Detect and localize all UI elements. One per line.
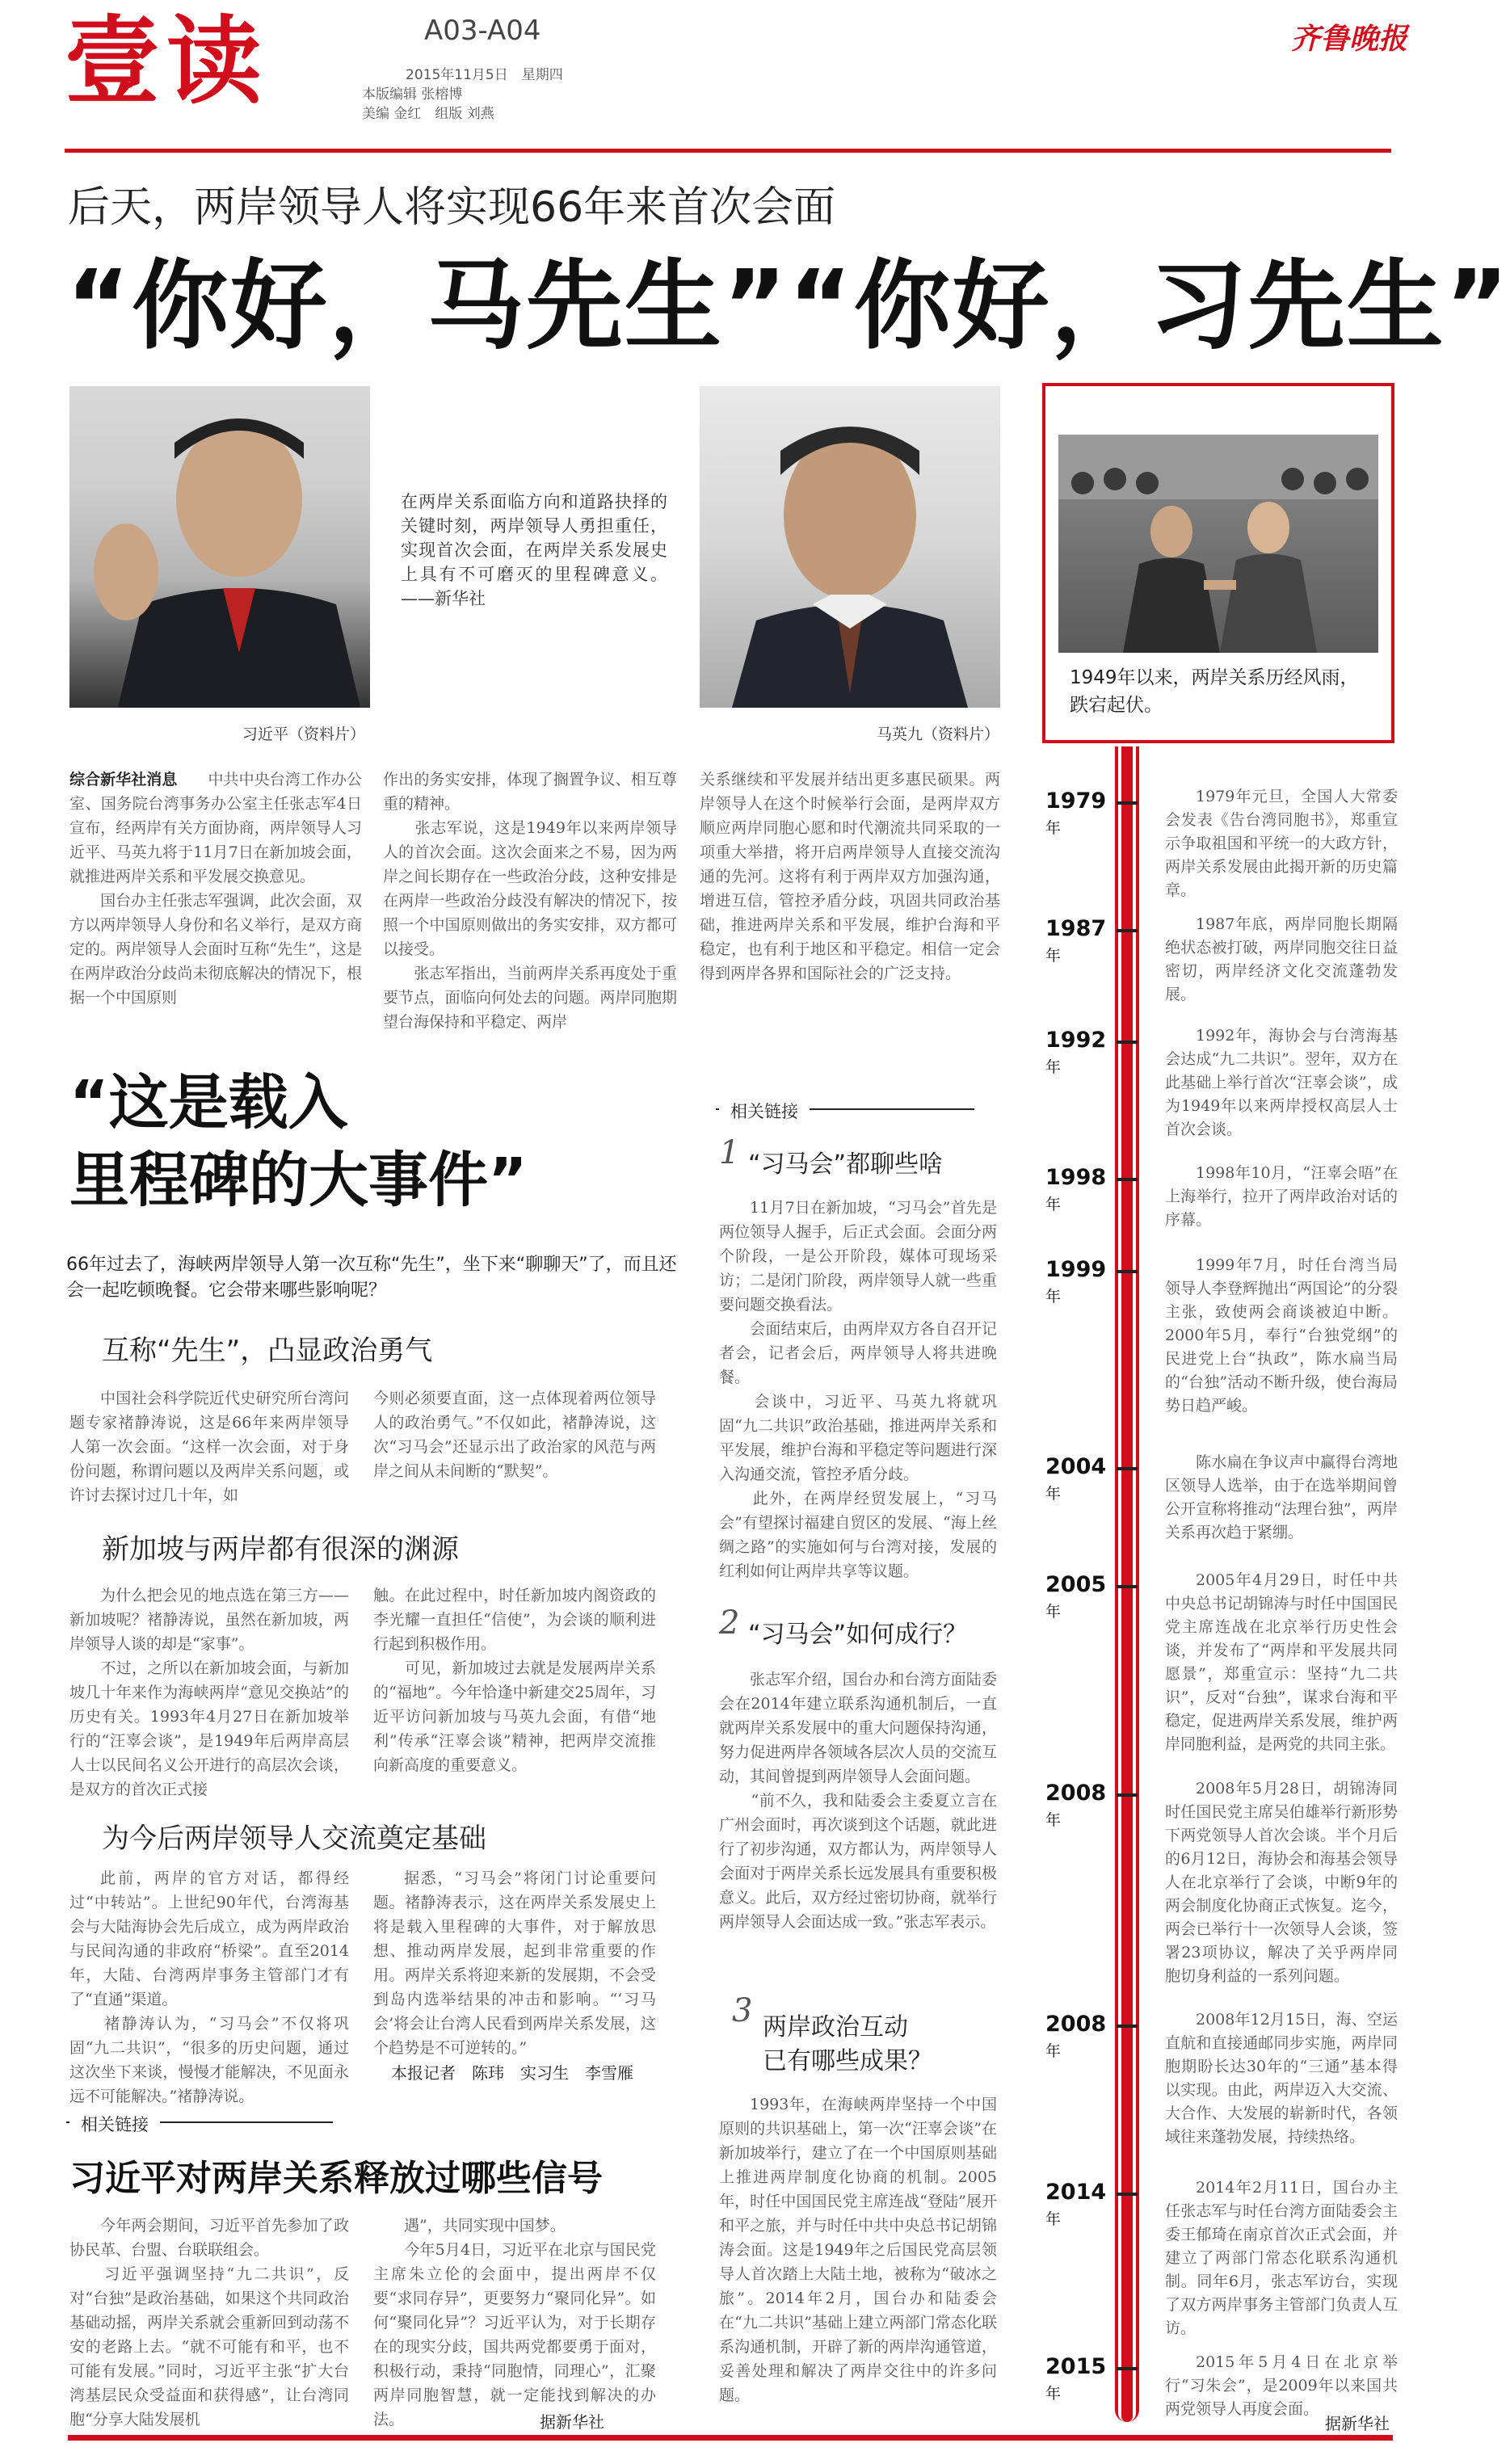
timeline-year	[1045, 1454, 1118, 1504]
timeline-year-number: 1998	[1045, 1165, 1107, 1190]
question-3-title-line1: 两岸政治互动	[763, 2013, 908, 2041]
xi-photo-caption: 习近平（资料片）	[242, 725, 366, 743]
history-handshake-photo	[1058, 435, 1378, 653]
timeline-tick	[1117, 2025, 1138, 2028]
timeline-year	[1045, 2180, 1118, 2230]
related-link-1-label: 相关链接	[69, 2112, 160, 2136]
milestone-s3-col2: 据悉，“习马会”将闭门讨论重要问题。褚静涛表示，这在两岸关系发展史上将是载入里程碑的大事件，对于解放思想、推动两岸发展，起到非常重要的作用。两岸关系将迎来新的发展期，不会受到岛内选举结果的冲击和影响。“‘习马会’将会让台湾人民看到两岸关系发展，这个趋势是不可逆转的。”	[373, 1869, 656, 2057]
question-2-number: 2	[719, 1604, 740, 1642]
milestone-s1-col2: 今则必须要直面，这一点体现着两位领导人的政治勇气。”不仅如此，褚静涛说，这次“习马会”还显示出了政治家的风范与两岸之间从未间断的“默契”。	[373, 1390, 656, 1480]
milestone-subhead-1: 互称“先生”，凸显政治勇气	[102, 1335, 433, 1367]
timeline-year-number: 2014	[1045, 2180, 1107, 2205]
issue-date: 2015年11月5日 星期四	[406, 67, 563, 83]
timeline-event-text: 2014年2月11日，国台办主任张志军与时任台湾方面陆委会主委王郁琦在南京首次正式会面，并建立了两部门常态化联系沟通机制。同年6月，张志军访台，实现了双方两岸事务主管部门负责人互访。	[1165, 2179, 1398, 2337]
timeline-year	[1045, 1572, 1118, 1622]
timeline-event-text: 2015年5月4日在北京举行“习朱会”，是2009年以来国共两党领导人再度会面。	[1165, 2353, 1398, 2418]
timeline-year-number: 1992	[1045, 1028, 1107, 1053]
timeline-year-unit: 年	[1045, 2210, 1062, 2228]
main-headline: “你好，马先生”“你好，习先生”	[66, 250, 1510, 363]
timeline-year-number: 2015	[1045, 2354, 1107, 2379]
question-3-number: 3	[732, 1992, 753, 2029]
lead-col1-text: 中共中央台湾工作办公室、国务院台湾事务办公室主任张志军4日宣布，经两岸有关方面协商，两岸领导人习近平、马英九将于11月7日在新加坡会面，就推进两岸关系和平发展交换意见。 国台办主任张志军强调，此次会面，双方以两岸领导人身份和名义举行，是双方商定的。两岸领导人会面时互称“先生”，这是在两岸政治分歧尚未彻底解决的情况下，根据一个中国原则	[69, 771, 362, 1007]
timeline-tick	[1117, 1467, 1138, 1470]
timeline-event-text: 2008年12月15日，海、空运直航和直接通邮同步实施，两岸同胞期盼长达30年的“三通”基本得以实现。由此，两岸迈入大交流、大合作、大发展的崭新时代，各领域往来蓬勃发展，持续热络。	[1165, 2011, 1398, 2146]
question-2-answer: 张志军介绍，国台办和台湾方面陆委会在2014年建立联系沟通机制后，一直就两岸关系发展中的重大问题保持沟通，努力促进两岸各领域各层次人员的交流互动，其间曾提到两岸领导人会面问题。 “前不久，我和陆委会主委夏立言在广州会面时，再次谈到这个话题，就此进行了初步沟通，双方都认为，两岸领导人会面对于两岸关系长远发展具有重要积极意义。此后，双方经过密切协商，就举行两岸领导人会面达成一致。”张志军表示。	[719, 1671, 997, 1931]
timeline-year-unit: 年	[1045, 947, 1062, 965]
timeline-tick	[1117, 1178, 1138, 1181]
timeline-event-text: 陈水扁在争议声中赢得台湾地区领导人选举，由于在选举期间曾公开宣称将推动“法理台独”，两岸关系再次趋于紧绷。	[1165, 1453, 1398, 1541]
question-1-answer: 11月7日在新加坡，“习马会”首先是两位领导人握手，后正式会面。会面分两个阶段，一是公开阶段，媒体可现场采访；二是闭门阶段，两岸领导人就一些重要问题交换看法。 会面结束后，由两岸双方各自召开记者会，记者会后，两岸领导人将共进晚餐。 会谈中，习近平、马英九将就巩固“九二共识”政治基础，推进两岸关系和平发展，维护台海和平稳定等问题进行深入沟通交流，管控矛盾分歧。 此外，在两岸经贸发展上，“习马会”有望探讨福建自贸区的发展、“海上丝绸之路”的实施如何与台湾对接，发展的红利如何让两岸共享等议题。	[719, 1199, 997, 1580]
milestone-subhead-2: 新加坡与两岸都有很深的渊源	[102, 1533, 459, 1566]
timeline-tick	[1117, 929, 1138, 932]
history-photo-frame	[1042, 383, 1394, 743]
related-link-1-col2: 遇”，共同实现中国梦。 今年5月4日，习近平在北京与国民党主席朱立伦的会面中，提出两岸不仅要“求同存异”，更要努力“聚同化异”。如何“聚同化异”？习近平认为，对于长期存在的现实分歧，国共两党都要勇于面对，积极行动，秉持“同胞情，同理心”，汇聚两岸同胞智慧，就一定能找到解决的办法。	[373, 2217, 656, 2428]
timeline-year-unit: 年	[1045, 1196, 1062, 1213]
timeline-tick	[1117, 2367, 1138, 2370]
milestone-headline-line1: “这是载入	[69, 1068, 348, 1137]
timeline-tick	[1117, 1793, 1138, 1797]
pull-quote: 在两岸关系面临方向和道路抉择的关键时刻，两岸领导人勇担重任，实现首次会面，在两岸关系发展史上具有不可磨灭的里程碑意义。——新华社	[401, 492, 667, 608]
milestone-s2-col2: 触。在此过程中，时任新加坡内阁资政的李光耀一直担任“信使”，为会谈的顺利进行起到积极作用。 可见，新加坡过去就是发展两岸关系的“福地”。今年恰逢中新建交25周年，习近平访问新加坡与马英九会面，有借“地利”传承“汪辜会谈”精神，把两岸交流推向新高度的重要意义。	[373, 1587, 656, 1774]
xi-jinping-photo	[69, 386, 370, 708]
timeline-year-number: 2008	[1045, 1781, 1107, 1806]
timeline-year-number: 2008	[1045, 2012, 1107, 2037]
timeline-year	[1045, 2012, 1118, 2062]
timeline-year	[1045, 2354, 1118, 2404]
timeline-year-unit: 年	[1045, 1811, 1062, 1829]
timeline-tick	[1117, 1041, 1138, 1044]
question-2-title: “习马会”如何成行？	[748, 1621, 968, 1649]
milestone-headline-line2: 里程碑的大事件”	[69, 1146, 528, 1215]
timeline-year-number: 1979	[1045, 788, 1107, 814]
timeline-year-unit: 年	[1045, 819, 1062, 837]
related-link-1-source: 据新华社	[540, 2412, 604, 2432]
lead-story-col2: 作出的务实安排，体现了搁置争议、相互尊重的精神。 张志军说，这是1949年以来两岸领导人的首次会面。这次会面来之不易，因为两岸之间长期存在一些政治分歧，这种安排是在两岸一些政治分歧没有解决的情况下，按照一个中国原则做出的务实安排，双方都可以接受。 张志军指出，当前两岸关系再度处于重要节点，面临向何处去的问题。两岸同胞期望台海保持和平稳定、两岸	[383, 771, 677, 1031]
section-title: 壹读	[65, 6, 269, 117]
timeline-year-unit: 年	[1045, 2042, 1062, 2060]
timeline-year	[1045, 1028, 1118, 1078]
timeline-year	[1045, 788, 1118, 839]
timeline-tick	[1117, 1270, 1138, 1273]
timeline-tick	[1117, 801, 1138, 805]
timeline-year-number: 2004	[1045, 1454, 1107, 1479]
art-credit: 美编 金红 组版 刘燕	[362, 106, 494, 122]
milestone-byline: 本报记者 陈玮 实习生 李雪雁	[391, 2063, 633, 2083]
timeline-event-text: 1979年元旦，全国人大常委会发表《告台湾同胞书》，郑重宣示争取祖国和平统一的大政方针，两岸关系发展由此揭开新的历史篇章。	[1165, 788, 1398, 899]
timeline-year	[1045, 1781, 1118, 1831]
milestone-s3-col1: 此前，两岸的官方对话，都得经过“中转站”。上世纪90年代，台湾海基会与大陆海协会先后成立，成为两岸政治与民间沟通的非政府“桥梁”。直至2014年，大陆、台湾两岸事务主管部门才有了“直通”渠道。 褚静涛认为，“习马会”不仅将巩固“九二共识”，“很多的历史问题，通过这次坐下来谈，慢慢才能解决，不见面永远不可能解决。”褚静涛说。	[69, 1869, 349, 2105]
timeline-tick	[1117, 2193, 1138, 2196]
headline-kicker: 后天，两岸领导人将实现66年来首次会面	[68, 183, 836, 232]
timeline-year-unit: 年	[1045, 1485, 1062, 1503]
question-1-title: “习马会”都聊些啥	[748, 1150, 944, 1179]
timeline-event-text: 1987年底，两岸同胞长期隔绝状态被打破，两岸同胞交往日益密切，两岸经济文化交流蓬勃发展。	[1165, 915, 1398, 1003]
related-link-2-label: 相关链接	[719, 1099, 810, 1123]
timeline-entries	[1026, 776, 1398, 2433]
timeline-year	[1045, 1165, 1118, 1215]
page-range: A03-A04	[424, 15, 541, 47]
masthead-rule	[65, 149, 1391, 153]
timeline-year-number: 1999	[1045, 1257, 1107, 1282]
timeline-year-number: 1987	[1045, 916, 1107, 941]
milestone-s1-col1: 中国社会科学院近代史研究所台湾问题专家褚静涛说，这是66年来两岸领导人第一次会面。“这样一次会面，对于身份问题，称谓问题以及两岸关系问题，或许讨去探讨过几十年，如	[69, 1390, 349, 1504]
timeline-event-text: 1992年，海协会与台湾海基会达成“九二共识”。翌年，双方在此基础上举行首次“汪辜会谈”，成为1949年以来两岸授权高层人士首次会谈。	[1165, 1027, 1398, 1138]
related-link-1-col1: 今年两会期间，习近平首先参加了政协民革、台盟、台联联组会。 习近平强调坚持“九二共识”，反对“台独”是政治基础，如果这个共同政治基础动摇，两岸关系就会重新回到动荡不安的老路上去。“就不可能有和平，也不可能有发展。”同时，习近平主张“扩大台湾基层民众受益面和获得感”，让台湾同胞“分享大陆发展机	[69, 2217, 349, 2428]
timeline-source: 据新华社	[1325, 2414, 1390, 2433]
milestone-intro: 66年过去了，海峡两岸领导人第一次互称“先生”，坐下来“聊聊天”了，而且还会一起吃顿晚餐。它会带来哪些影响呢？	[66, 1255, 677, 1301]
timeline-tick	[1117, 1585, 1138, 1588]
timeline-year	[1045, 916, 1118, 966]
timeline-year-number: 2005	[1045, 1572, 1107, 1597]
lead-story-col3: 关系继续和平发展并结出更多惠民硕果。两岸领导人在这个时候举行会面，是两岸双方顺应两岸同胞心愿和时代潮流共同采取的一项重大举措，将开启两岸领导人直接交流沟通的先河。这将有利于两岸双方加强沟通，增进互信，管控矛盾分歧，巩固共同政治基础，推进两岸关系和平发展，维护台海和平稳定，也有利于地区和平稳定。相信一定会得到两岸各界和国际社会的广泛支持。	[700, 771, 1000, 982]
ma-photo-caption: 马英九（资料片）	[877, 725, 1000, 743]
milestone-s2-col1: 为什么把会见的地点选在第三方——新加坡呢？褚静涛说，虽然在新加坡，两岸领导人谈的却是“家事”。 不过，之所以在新加坡会面，与新加坡几十年来作为海峡两岸“意见交换站”的历史有关。1993年4月27日在新加坡举行的“汪辜会谈”，是1949年后两岸高层人士以民间名义公开进行的高层次会谈，是双方的首次正式接	[69, 1587, 349, 1798]
lead-dateline: 综合新华社消息	[69, 771, 178, 788]
timeline-event-text: 2005年4月29日，时任中共中央总书记胡锦涛与时任中国国民党主席连战在北京举行历史性会谈，并发布了“两岸和平发展共同愿景”，郑重宣示：坚持“九二共识”，反对“台独”，谋求台海和平稳定，促进两岸关系发展，维护两岸同胞利益，是两党的共同主张。	[1165, 1571, 1398, 1753]
related-link-1-title: 习近平对两岸关系释放过哪些信号	[69, 2158, 603, 2199]
timeline-year	[1045, 1257, 1118, 1307]
timeline-event-text: 2008年5月28日，胡锦涛同时任国民党主席吴伯雄举行新形势下两党领导人首次会谈。半个月后的6月12日，海协会和海基会领导人在北京举行了会谈，中断9年的两会制度化协商正式恢复。迄今，两会已举行十一次领导人会谈，签署23项协议，解决了关乎两岸同胞切身利益的一系列问题。	[1165, 1780, 1398, 1985]
milestone-subhead-3: 为今后两岸领导人交流奠定基础	[102, 1823, 486, 1855]
timeline-event-text: 1998年10月，“汪辜会晤”在上海举行，拉开了两岸政治对话的序幕。	[1165, 1164, 1398, 1229]
lead-story-col1	[69, 767, 362, 1007]
timeline-event-text: 1999年7月，时任台湾当局领导人李登辉抛出“两国论”的分裂主张，致使两会商谈被迫中断。2000年5月，奉行“台独党纲”的民进党上台“执政”，陈水扁当局的“台独”活动不断升级，使台海局势日趋严峻。	[1165, 1256, 1398, 1415]
editor-credit: 本版编辑 张榕博	[362, 86, 463, 103]
history-photo-caption: 1949年以来，两岸关系历经风雨，跌宕起伏。	[1070, 667, 1359, 716]
question-1-number: 1	[719, 1134, 740, 1171]
timeline-year-unit: 年	[1045, 1058, 1062, 1076]
paper-logo: 齐鲁晚报	[1291, 22, 1408, 56]
timeline-bottom-rule	[68, 2435, 1393, 2441]
question-3-answer: 1993年，在海峡两岸坚持一个中国原则的共识基础上，第一次“汪辜会谈”在新加坡举行，建立了在一个中国原则基础上推进两岸制度化协商的机制。2005年，时任中国国民党主席连战“登陆”展开和平之旅，并与时任中共中央总书记胡锦涛会面。这是1949年之后国民党高层领导人首次踏上大陆土地，被称为“破冰之旅”。2014年2月，国台办和陆委会在“九二共识”基础上建立两部门常态化联系沟通机制，开辟了新的两岸沟通管道，妥善处理和解决了两岸交往中的许多问题。	[719, 2096, 997, 2404]
timeline-year-unit: 年	[1045, 2385, 1062, 2403]
question-3-title-line2: 已有哪些成果？	[763, 2047, 932, 2075]
timeline-year-unit: 年	[1045, 1288, 1062, 1306]
ma-ying-jeou-photo	[700, 386, 1000, 708]
timeline-year-unit: 年	[1045, 1603, 1062, 1621]
